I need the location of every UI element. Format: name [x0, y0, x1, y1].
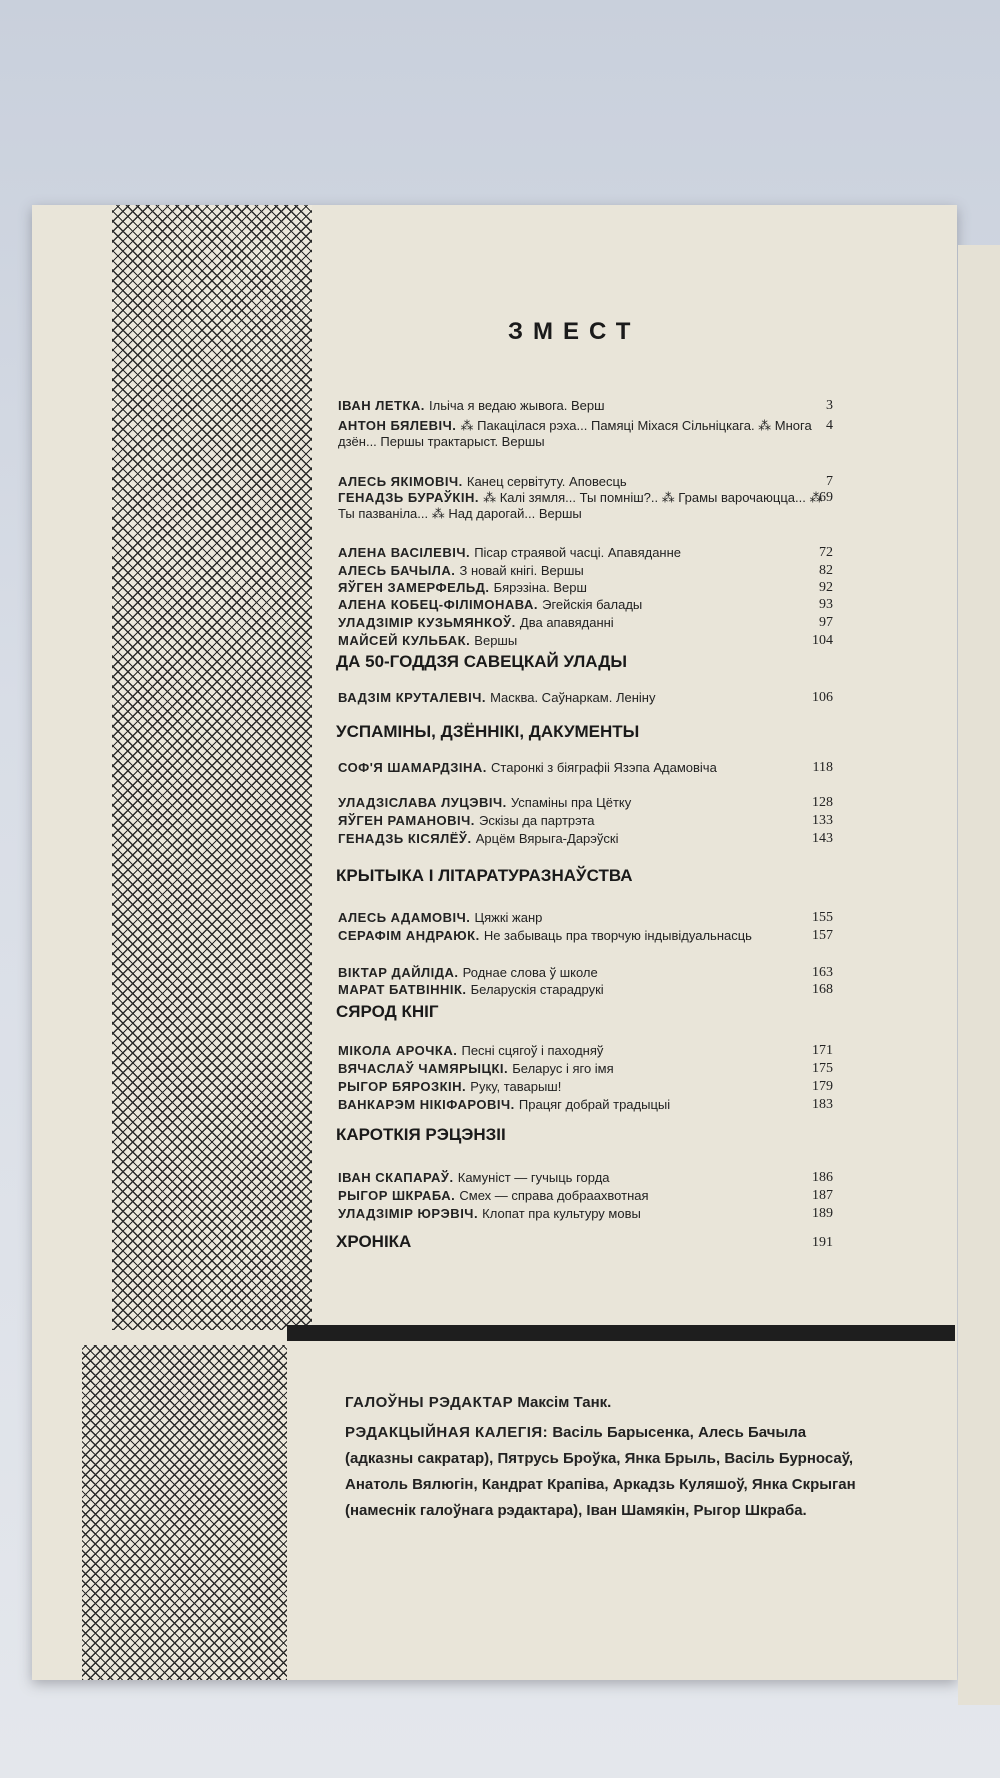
- toc-entry-author: ІВАН ЛЕТКА.: [338, 398, 430, 413]
- toc-entry-title: Бярэзіна. Верш: [493, 580, 587, 595]
- toc-entry-title: Масква. Саўнаркам. Леніну: [490, 690, 656, 705]
- toc-entry-page: 163: [812, 965, 833, 980]
- toc-entry-title: Песні сцягоў і паходняў: [461, 1043, 604, 1058]
- toc-entry-author: УЛАДЗІМІР КУЗЬМЯНКОЎ.: [338, 615, 520, 630]
- toc-entry-title: З новай кнігі. Вершы: [459, 563, 584, 578]
- toc-entry-title: Пісар страявой часці. Апавяданне: [474, 545, 682, 560]
- toc-entry-page: 191: [812, 1235, 833, 1250]
- toc-entry-title: Ільіча я ведаю жывога. Верш: [429, 398, 605, 413]
- toc-entry-page: 4: [826, 418, 833, 433]
- toc-entry-page: 189: [812, 1206, 833, 1221]
- toc-entry-page: 97: [819, 615, 833, 630]
- section-heading: ДА 50-ГОДДЗЯ САВЕЦКАЙ УЛАДЫ: [336, 652, 627, 671]
- toc-entry-page: 82: [819, 563, 833, 578]
- toc-entry-author: АЛЕНА КОБЕЦ-ФІЛІМОНАВА.: [338, 597, 543, 612]
- toc-entry: [338, 1061, 833, 1077]
- toc-entry-title: Беларускія старадрукі: [470, 982, 604, 997]
- toc-entry: [338, 1097, 833, 1113]
- toc-entry: [338, 1079, 833, 1095]
- toc-entry-author: ЯЎГЕН ЗАМЕРФЕЛЬД.: [338, 580, 494, 595]
- toc-entry: [338, 615, 833, 631]
- toc-entry-author: РЫГОР БЯРОЗКІН.: [338, 1079, 471, 1094]
- editorial-board-members: Васіль Барысенка, Алесь Бачыла (адказны сакратар), Пятрусь Броўка, Янка Брыль, Васіль Бурносаў, Анатоль Вялюгін, Кандрат Крапіва, Аркадзь Куляшоў, Янка Скрыган (намеснік галоўнага рэдактара), Іван Шамякін, Рыгор Шкраба.: [345, 1424, 856, 1519]
- toc-entry-author: РЫГОР ШКРАБА.: [338, 1188, 460, 1203]
- toc-entry-title: Арцём Вярыга-Дарэўскі: [475, 831, 619, 846]
- toc-entry: [338, 1206, 833, 1222]
- toc-entry-author: ВАНКАРЭМ НІКІФАРОВІЧ.: [338, 1097, 519, 1112]
- toc-entry-title: Канец сервітуту. Аповесць: [466, 474, 627, 489]
- toc-entry-title: ⁂ Пакацілася рэха... Памяці Міхася Сільніцкага. ⁂ Многа дзён... Першы трактарыст. Вершы: [338, 418, 812, 449]
- adjacent-page-edge: [958, 245, 1000, 1705]
- toc-entry-author: АЛЕСЬ ЯКІМОВІЧ.: [338, 474, 467, 489]
- toc-entry-page: 104: [812, 633, 833, 648]
- editorial-board-role: РЭДАКЦЫЙНАЯ КАЛЕГІЯ:: [345, 1424, 549, 1441]
- toc-entry-page: 155: [812, 910, 833, 925]
- toc-entry-page: 168: [812, 982, 833, 997]
- toc-entry: [338, 1188, 833, 1204]
- crosshatch-band-bottom: [82, 1345, 287, 1680]
- toc-entry: [338, 398, 833, 414]
- toc-entry-title: Вершы: [474, 633, 518, 648]
- toc-entry-page: 143: [812, 831, 833, 846]
- chief-editor-name: Максім Танк.: [517, 1394, 612, 1411]
- toc-entry-title: Успаміны пра Цётку: [510, 795, 632, 810]
- toc-entry-title: Не забываць пра творчую індывідуальнасць: [483, 928, 752, 943]
- toc-entry-author: МАЙСЕЙ КУЛЬБАК.: [338, 633, 475, 648]
- section-heading: УСПАМІНЫ, ДЗЁННІКІ, ДАКУМЕНТЫ: [336, 722, 640, 741]
- toc-entry-author: ВАДЗІМ КРУТАЛЕВІЧ.: [338, 690, 491, 705]
- toc-entry-author: ВІКТАР ДАЙЛІДА.: [338, 965, 463, 980]
- toc-entry-page: 118: [812, 760, 833, 775]
- toc-entry-author: АНТОН БЯЛЕВІЧ.: [338, 418, 461, 433]
- toc-entry-author: СЕРАФІМ АНДРАЮК.: [338, 928, 484, 943]
- toc-entry-page: 69: [819, 490, 833, 505]
- toc-entry-page: 183: [812, 1097, 833, 1112]
- toc-entry-author: УЛАДЗІМІР ЮРЭВІЧ.: [338, 1206, 483, 1221]
- toc-entry-author: АЛЕНА ВАСІЛЕВІЧ.: [338, 545, 475, 560]
- toc-entry-page: 157: [812, 928, 833, 943]
- toc-entry: [338, 490, 833, 522]
- toc-entry-page: 186: [812, 1170, 833, 1185]
- toc-entry-page: 92: [819, 580, 833, 595]
- toc-entry: [338, 474, 833, 490]
- section-heading: КРЫТЫКА І ЛІТАРАТУРАЗНАЎСТВА: [336, 866, 633, 885]
- toc-entry: [338, 965, 833, 981]
- toc-entry-page: 3: [826, 398, 833, 413]
- toc-entry-author: АЛЕСЬ БАЧЫЛА.: [338, 563, 460, 578]
- toc-entry: [338, 982, 833, 998]
- toc-entry-title: Клопат пра культуру мовы: [482, 1206, 641, 1221]
- toc-entry-title: Камуніст — гучыць горда: [457, 1170, 610, 1185]
- toc-entry-title: Роднае слова ў школе: [462, 965, 598, 980]
- toc-entry-page: 106: [812, 690, 833, 705]
- section-heading: СЯРОД КНІГ: [336, 1002, 439, 1021]
- toc-entry-title: Старонкі з біяграфіі Язэпа Адамовіча: [491, 760, 717, 775]
- toc-entry-page: 171: [812, 1043, 833, 1058]
- toc-entry-page: 7: [826, 474, 833, 489]
- toc-entry: [338, 813, 833, 829]
- toc-entry: [338, 928, 833, 944]
- toc-entry: [338, 1043, 833, 1059]
- section-heading: ХРОНІКА: [336, 1232, 412, 1251]
- section-heading: КАРОТКІЯ РЭЦЭНЗІІ: [336, 1125, 506, 1144]
- toc-entry-title: Два апавяданні: [519, 615, 614, 630]
- toc-entry: [338, 545, 833, 561]
- divider-bar: [287, 1325, 955, 1341]
- toc-entry-author: ГЕНАДЗЬ КІСЯЛЁЎ.: [338, 831, 476, 846]
- editorial-block: [345, 1390, 865, 1528]
- toc-entry: [338, 597, 833, 613]
- crosshatch-band-top: [112, 205, 312, 1330]
- toc-title: ЗМЕСТ: [508, 318, 641, 345]
- toc-entry: [338, 1170, 833, 1186]
- toc-entry: [338, 795, 833, 811]
- toc-entry-title: Працяг добрай традыцыі: [518, 1097, 671, 1112]
- toc-entry-title: Цяжкі жанр: [474, 910, 543, 925]
- toc-entry-author: ВЯЧАСЛАЎ ЧАМЯРЫЦКІ.: [338, 1061, 513, 1076]
- toc-entry: [338, 633, 833, 649]
- toc-entry-title: Руку, таварыш!: [470, 1079, 562, 1094]
- toc-entry-page: 93: [819, 597, 833, 612]
- toc-entry-title: Эгейскія балады: [542, 597, 643, 612]
- toc-entry: [338, 910, 833, 926]
- toc-entry: [338, 563, 833, 579]
- toc-entry-author: АЛЕСЬ АДАМОВІЧ.: [338, 910, 475, 925]
- toc-entry-title: Эскізы да партрэта: [478, 813, 595, 828]
- toc-entry-author: ГЕНАДЗЬ БУРАЎКІН.: [338, 490, 484, 505]
- toc-entry: [338, 831, 833, 847]
- toc-entry-title: ⁂ Калі зямля... Ты помніш?.. ⁂ Грамы варочаюцца... ⁂ Ты пазваніла... ⁂ Над дарогай... Вершы: [338, 490, 823, 521]
- toc-entry: [338, 418, 833, 450]
- toc-entry: [338, 580, 833, 596]
- toc-entry-page: 72: [819, 545, 833, 560]
- toc-entry-page: 187: [812, 1188, 833, 1203]
- toc-entry-author: МІКОЛА АРОЧКА.: [338, 1043, 462, 1058]
- chief-editor-role: ГАЛОЎНЫ РЭДАКТАР: [345, 1394, 514, 1411]
- toc-entry-author: ЯЎГЕН РАМАНОВІЧ.: [338, 813, 479, 828]
- toc-entry-title: Смех — справа добраахвотная: [459, 1188, 649, 1203]
- toc-entry: [338, 690, 833, 706]
- toc-entry-author: УЛАДЗІСЛАВА ЛУЦЭВІЧ.: [338, 795, 511, 810]
- toc-entry: [338, 760, 833, 776]
- toc-entry-page: 179: [812, 1079, 833, 1094]
- toc-entry-author: МАРАТ БАТВІННІК.: [338, 982, 471, 997]
- toc-entry-title: Беларус і яго імя: [512, 1061, 614, 1076]
- toc-entry-author: СОФ'Я ШАМАРДЗІНА.: [338, 760, 492, 775]
- toc-entry-page: 175: [812, 1061, 833, 1076]
- toc-entry-page: 128: [812, 795, 833, 810]
- toc-entry-author: ІВАН СКАПАРАЎ.: [338, 1170, 458, 1185]
- toc-entry-page: 133: [812, 813, 833, 828]
